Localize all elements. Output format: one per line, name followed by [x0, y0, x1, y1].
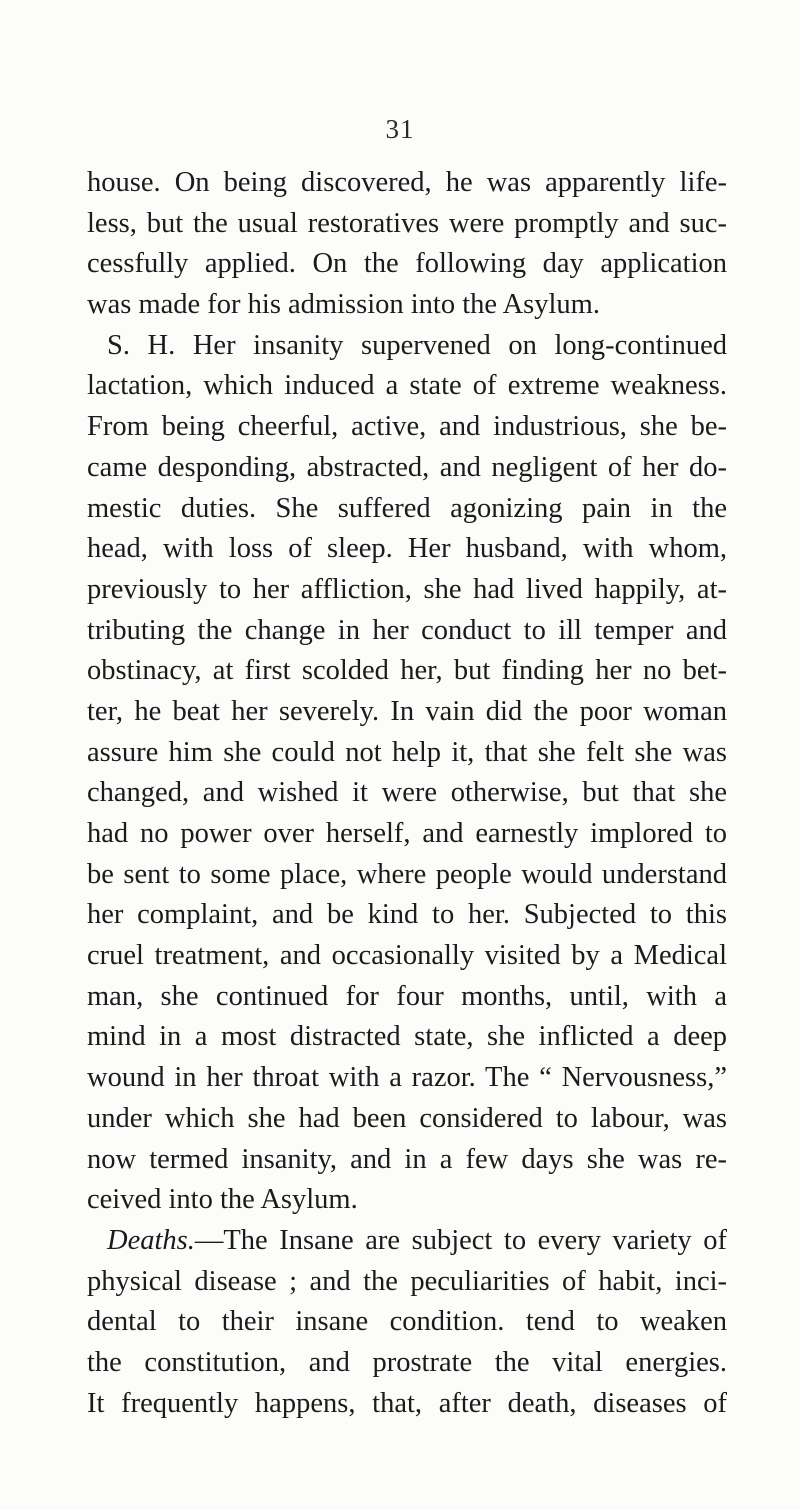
text-line: tributing the change in her conduct to ill temper and	[87, 614, 727, 646]
page-number: 31	[385, 114, 415, 144]
text-line: assure him she could not help it, that she felt she was	[87, 736, 727, 768]
text-line: ter, he beat her severely. In vain did the poor woman	[87, 695, 727, 727]
text-line: previously to her affliction, she had lived happily, at-	[87, 573, 727, 605]
text-line: obstinacy, at first scolded her, but finding her no bet-	[87, 655, 727, 687]
text-line: man, she continued for four months, until, with a	[87, 980, 727, 1012]
text-line: head, with loss of sleep. Her husband, with whom,	[87, 533, 727, 565]
text-line: dental to their insane condition. tend to weaken	[87, 1306, 727, 1338]
text-line: From being cheerful, active, and industrious, she be-	[87, 411, 727, 443]
text-line: was made for his admission into the Asylum.	[87, 289, 600, 321]
text-line	[87, 1221, 727, 1262]
text-line: mind in a most distracted state, she inflicted a deep	[87, 1021, 727, 1053]
text-line: now termed insanity, and in a few days she was re-	[87, 1143, 727, 1175]
text-line: under which she had been considered to labour, was	[87, 1102, 727, 1134]
text-line: be sent to some place, where people would understand	[87, 858, 727, 890]
text-line: cruel treatment, and occasionally visited by a Medical	[87, 940, 727, 972]
text-line: the constitution, and prostrate the vital energies.	[87, 1346, 727, 1378]
text-line: It frequently happens, that, after death, diseases of	[87, 1387, 727, 1419]
text-line: cessfully applied. On the following day application	[87, 248, 727, 280]
text-line: wound in her throat with a razor. The “ Nervousness,”	[87, 1062, 727, 1094]
text-line: lactation, which induced a state of extreme weakness.	[87, 370, 727, 402]
text-line: had no power over herself, and earnestly implored to	[87, 818, 727, 849]
text-line: house. On being discovered, he was apparently life-	[87, 167, 727, 198]
text-line: S. H. Her insanity supervened on long-continued	[107, 329, 727, 361]
text-line: less, but the usual restoratives were promptly and suc-	[87, 207, 727, 239]
text-line: came desponding, abstracted, and negligent of her do-	[87, 451, 727, 483]
body-text	[87, 163, 727, 1424]
text-line: her complaint, and be kind to her. Subjected to this	[87, 899, 727, 931]
section-heading: Deaths.	[107, 1224, 195, 1256]
text-line: physical disease ; and the peculiarities of habit, inci-	[87, 1265, 727, 1297]
text-line: changed, and wished it were otherwise, but that she	[87, 777, 727, 809]
text-line: ceived into the Asylum.	[87, 1184, 358, 1216]
text-line: mestic duties. She suffered agonizing pain in the	[87, 492, 727, 524]
text-fragment: —The Insane are subject to every variety of	[194, 1224, 727, 1256]
